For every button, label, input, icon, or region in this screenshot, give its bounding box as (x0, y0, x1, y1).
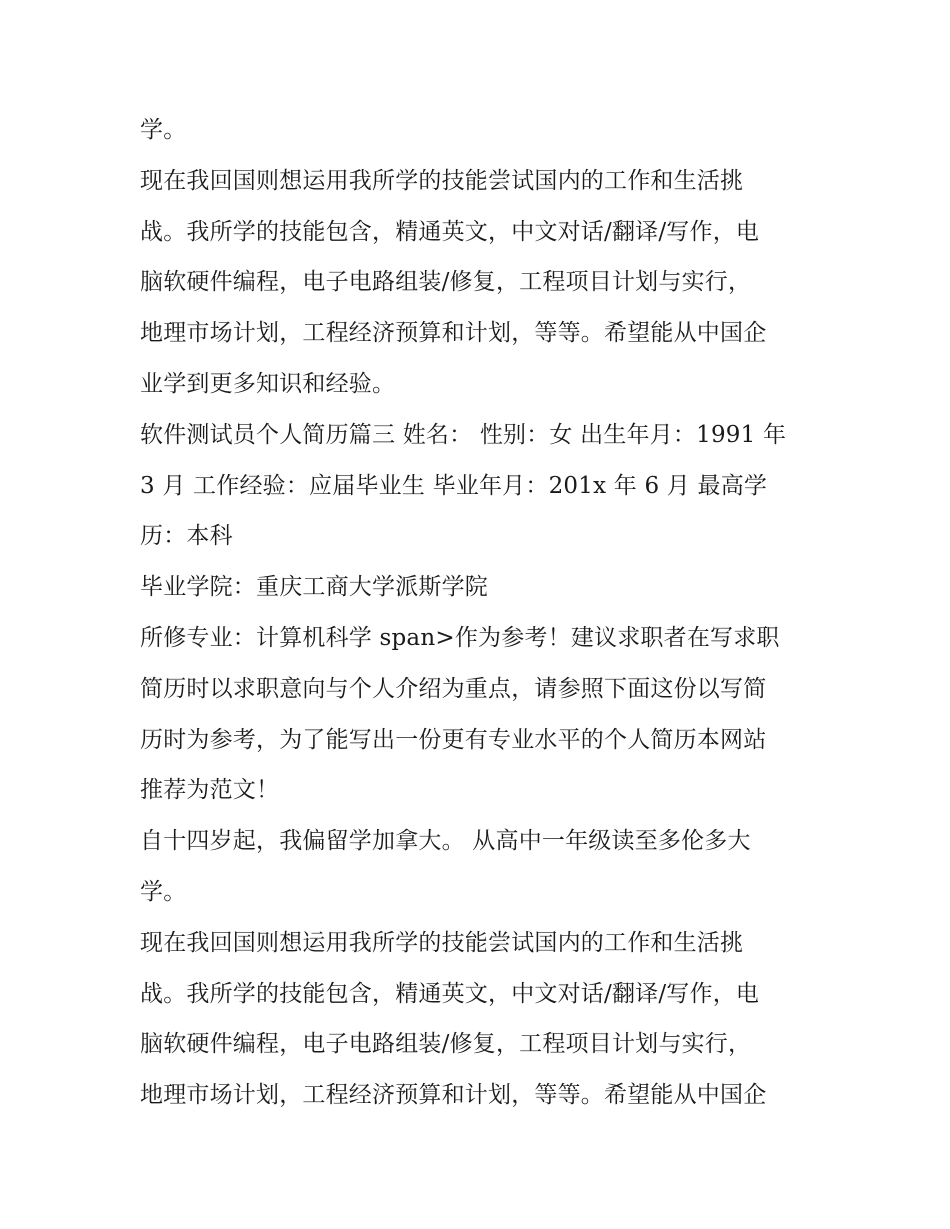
text-line: 毕业学院：重庆工商大学派斯学院 (140, 574, 488, 601)
text-line: 自十四岁起，我偏留学加拿大。 从高中一年级读至多伦多大 (140, 828, 751, 855)
text-line: 软件测试员个人简历篇三 姓名： 性别：女 出生年月：1991 年 (140, 421, 787, 448)
text-line: 所修专业：计算机科学 span>作为参考！建议求职者在写求职 (140, 624, 780, 651)
text-line: 简历时以求职意向与个人介绍为重点，请参照下面这份以写简 (140, 675, 767, 702)
document-body (140, 105, 820, 1121)
text-line: 地理市场计划，工程经济预算和计划，等等。希望能从中国企 (140, 1082, 767, 1109)
text-line: 现在我回国则想运用我所学的技能尝试国内的工作和生活挑 (140, 167, 744, 194)
paragraph-continuation (140, 105, 820, 156)
paragraph-major (140, 613, 820, 816)
text-line: 学。 (140, 878, 187, 905)
text-line: 历：本科 (140, 523, 233, 550)
paragraph-skills (140, 156, 820, 410)
text-line: 学。 (140, 117, 187, 143)
text-line: 现在我回国则想运用我所学的技能尝试国内的工作和生活挑 (140, 929, 744, 956)
text-line: 历时为参考，为了能写出一份更有专业水平的个人简历本网站 (140, 726, 767, 753)
text-line: 推荐为范文！ (140, 777, 280, 804)
text-line: 脑软硬件编程，电子电路组装/修复，工程项目计划与实行， (140, 269, 752, 296)
paragraph-school (140, 562, 820, 613)
paragraph-personal-info (140, 410, 820, 562)
text-line: 战。我所学的技能包含，精通英文，中文对话/翻译/写作，电 (140, 218, 760, 245)
paragraph-study-abroad (140, 816, 820, 918)
text-line: 战。我所学的技能包含，精通英文，中文对话/翻译/写作，电 (140, 980, 760, 1007)
text-line: 脑软硬件编程，电子电路组装/修复，工程项目计划与实行， (140, 1031, 752, 1058)
text-line: 业学到更多知识和经验。 (140, 370, 396, 397)
paragraph-skills-repeat (140, 918, 820, 1121)
text-line: 地理市场计划，工程经济预算和计划，等等。希望能从中国企 (140, 320, 767, 347)
text-line: 3 月 工作经验：应届毕业生 毕业年月：201x 年 6 月 最高学 (140, 472, 768, 499)
